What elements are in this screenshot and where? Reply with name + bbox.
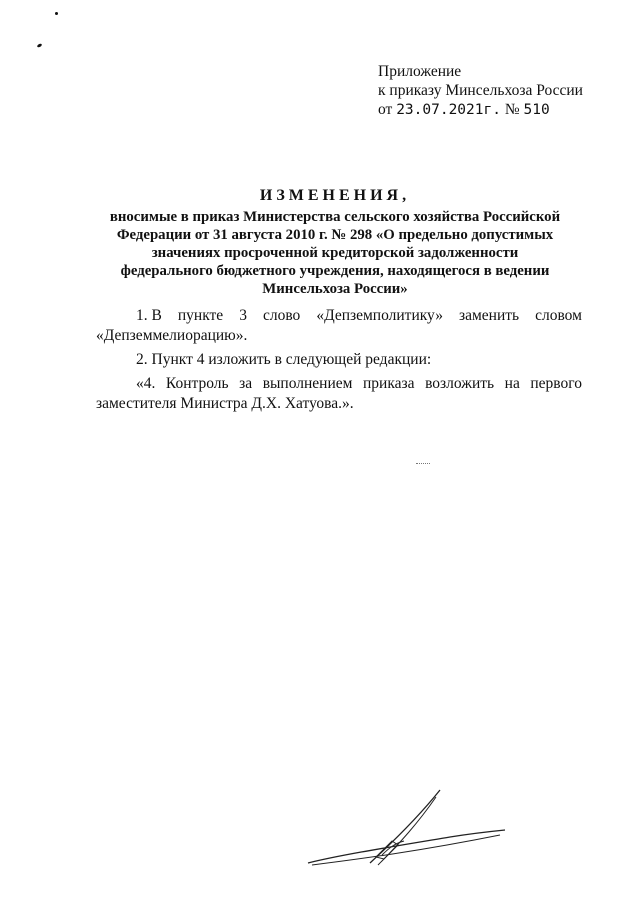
p1-word: словом	[535, 307, 582, 324]
heading-line-4: федерального бюджетного учреждения, находящегося в ведении	[120, 263, 550, 279]
paragraph-3: «4. Контроль за выполнением приказа возложить на первого заместителя Министра Д.Х. Хатуова.».	[96, 375, 582, 412]
appendix-number-sign: №	[500, 101, 524, 118]
scan-speck-2	[37, 43, 43, 48]
p1-word: слово	[262, 307, 301, 324]
heading-title: ИЗМЕНЕНИЯ,	[259, 187, 411, 204]
p1-word: 3	[239, 307, 247, 324]
appendix-order-ref: к приказу Минсельхоза России	[378, 82, 583, 99]
appendix-date-prefix: от	[378, 101, 397, 118]
appendix-order-date-line	[378, 100, 583, 120]
appendix-label: Приложение	[378, 63, 462, 80]
heading-line-3: значениях просроченной кредиторской задолженности	[151, 245, 519, 261]
document-body	[96, 306, 582, 414]
appendix-block	[378, 62, 583, 120]
paragraph-1	[96, 306, 582, 346]
appendix-number: 510	[523, 102, 550, 118]
paragraph-1-line-2: «Депземмелиорацию».	[96, 327, 248, 344]
signature-image	[300, 785, 510, 885]
appendix-date: 23.07.2021г.	[396, 102, 501, 118]
scan-speck-1	[55, 12, 58, 15]
heading-line-5: Минсельхоза России»	[262, 281, 408, 297]
p1-word: пункте	[177, 307, 224, 324]
p1-word: «Депземполитику»	[316, 307, 443, 324]
paragraph-1-line-1	[96, 306, 582, 326]
scan-dots	[416, 461, 430, 464]
paragraph-2: 2. Пункт 4 изложить в следующей редакции:	[136, 351, 432, 368]
document-heading	[90, 186, 580, 298]
p1-word: 1. В	[136, 307, 162, 324]
heading-line-2: Федерации от 31 августа 2010 г. № 298 «О предельно допустимых	[116, 227, 554, 243]
heading-line-1: вносимые в приказ Министерства сельского хозяйства Российской	[109, 209, 561, 225]
p1-word: заменить	[458, 307, 520, 324]
